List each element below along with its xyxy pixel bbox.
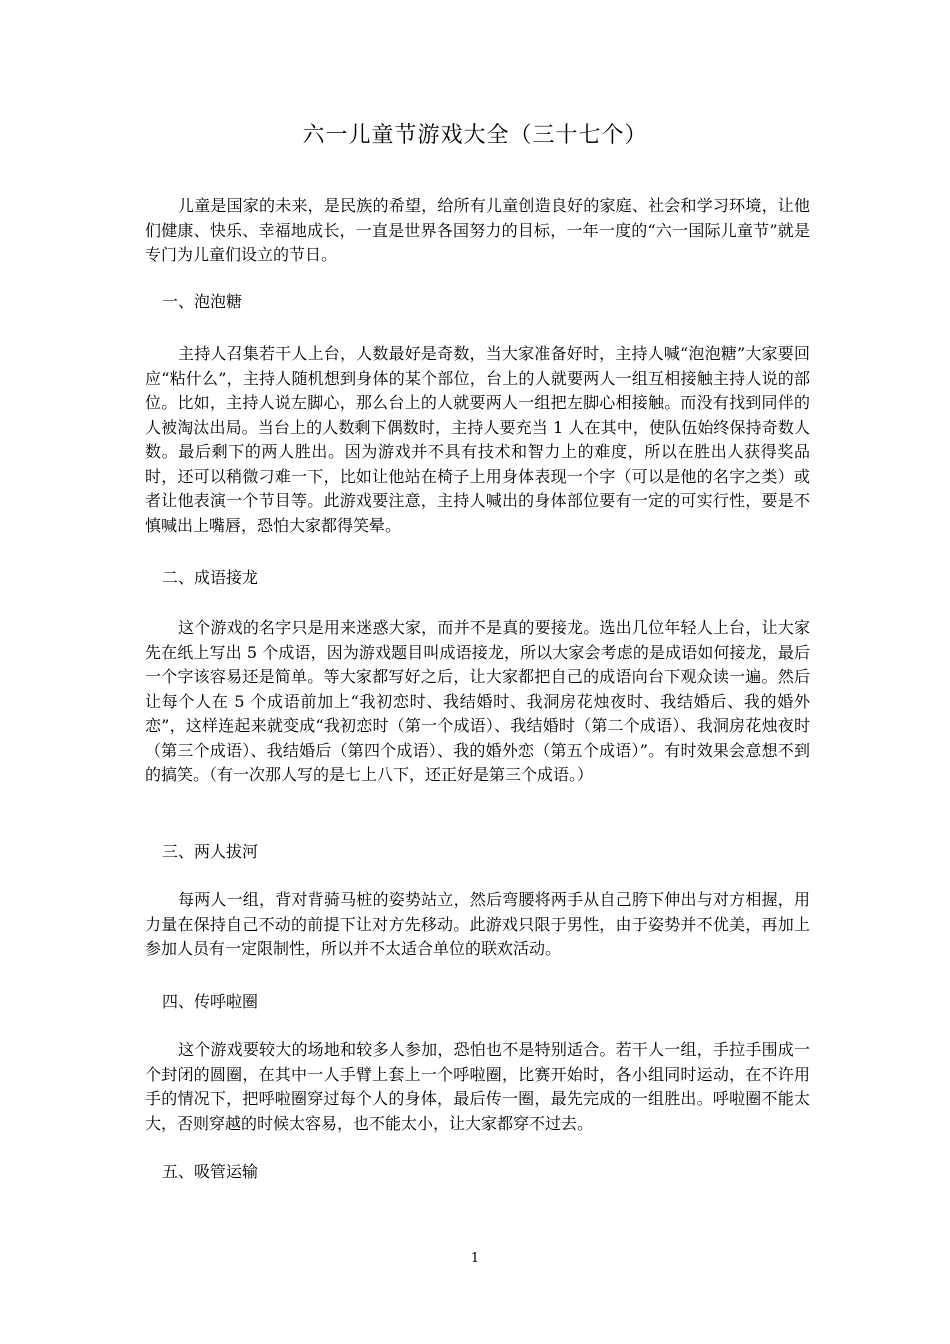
- section-body-idiom-chain: 这个游戏的名字只是用来迷惑大家，而并不是真的要接龙。选出几位年轻人上台，让大家先在纸上写出 5 个成语，因为游戏题目叫成语接龙，所以大家会考虑的是成语如何接龙，最后一个字该容易还是简单。等大家都写好之后，让大家都把自己的成语向台下观众读一遍。然后让每个人在 5 个成语前加上“我初恋时、我结婚时、我洞房花烛夜时、我结婚后、我的婚外恋”，这样连起来就变成“我初恋时（第一个成语）、我结婚时（第二个成语）、我洞房花烛夜时（第三个成语）、我结婚后（第四个成语）、我的婚外恋（第五个成语）”。有时效果会意想不到的搞笑。（有一次那人写的是七上八下，还正好是第三个成语。）: [145, 618, 810, 784]
- intro-paragraph: 儿童是国家的未来，是民族的希望，给所有儿童创造良好的家庭、社会和学习环境，让他们健康、快乐、幸福地成长，一直是世界各国努力的目标，一年一度的“六一国际儿童节”就是专门为儿童们设立的节日。: [145, 196, 810, 264]
- document-title: 六一儿童节游戏大全（三十七个）: [302, 123, 648, 148]
- section-body-hula-hoop: 这个游戏要较大的场地和较多人参加，恐怕也不是特别适合。若干人一组，手拉手围成一个封闭的圆圈，在其中一人手臂上套上一个呼啦圈，比赛开始时，各小组同时运动，在不许用手的情况下，把呼啦圈穿过每个人的身体，最后传一圈，最先完成的一组胜出。呼啦圈不能太大，否则穿越的时候太容易，也不能太小，让大家都穿不过去。: [145, 1040, 810, 1133]
- section-body-bubble-gum: 主持人召集若干人上台，人数最好是奇数，当大家准备好时，主持人喊“泡泡糖”大家要回应“粘什么”，主持人随机想到身体的某个部位，台上的人就要两人一组互相接触主持人说的部位。比如，主持人说左脚心，那么台上的人就要两人一组把左脚心相接触。而没有找到同伴的人被淘汰出局。当台上的人数剩下偶数时，主持人要充当 1 人在其中，使队伍始终保持奇数人数。最后剩下的两人胜出。因为游戏并不具有技术和智力上的难度，所以在胜出人获得奖品时，还可以稍微刁难一下，比如让他站在椅子上用身体表现一个字（可以是他的名字之类）或者让他表演一个节目等。此游戏要注意，主持人喊出的身体部位要有一定的可实行性，要是不慎喊出上嘴唇，恐怕大家都得笑晕。: [145, 344, 810, 535]
- section-heading-idiom-chain: 二、成语接龙: [162, 568, 259, 587]
- section-heading-tug-of-war: 三、两人拔河: [162, 842, 259, 861]
- section-heading-straw-transport: 五、吸管运输: [162, 1162, 259, 1181]
- section-heading-hula-hoop: 四、传呼啦圈: [162, 992, 259, 1011]
- section-heading-bubble-gum: 一、泡泡糖: [162, 292, 243, 311]
- section-body-tug-of-war: 每两人一组，背对背骑马桩的姿势站立，然后弯腰将两手从自己胯下伸出与对方相握，用力量在保持自己不动的前提下让对方先移动。此游戏只限于男性，由于姿势并不优美，再加上参加人员有一定限制性，所以并不太适合单位的联欢活动。: [145, 890, 810, 958]
- page-number: 1: [470, 1251, 480, 1266]
